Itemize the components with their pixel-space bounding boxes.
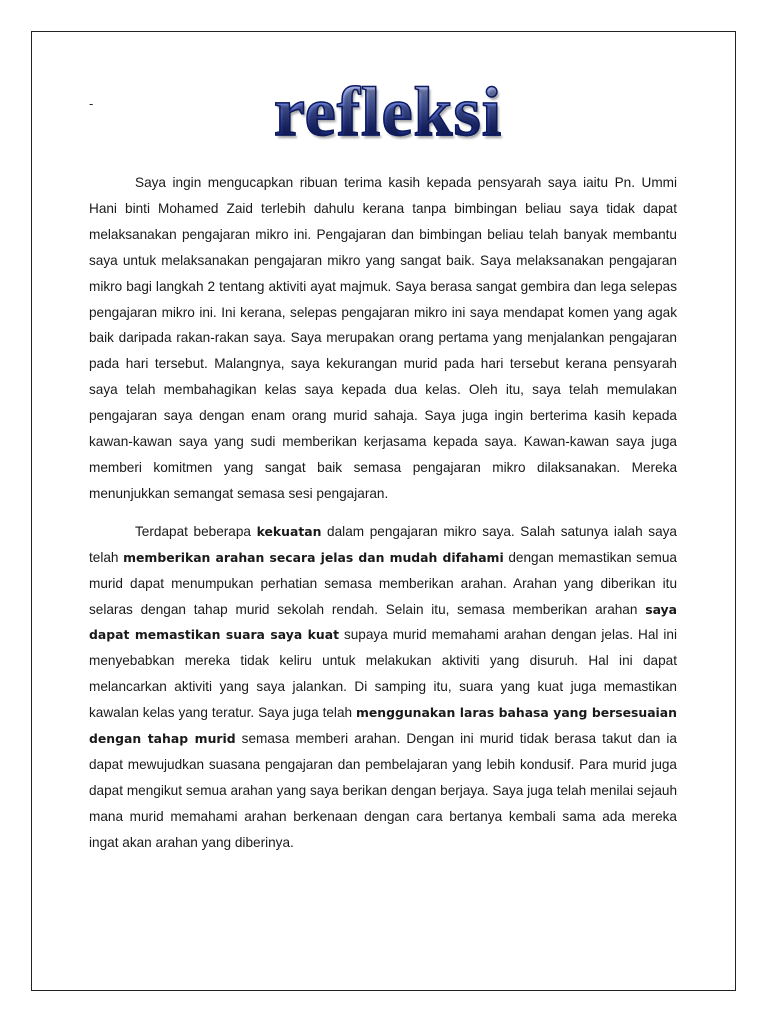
document-title: refleksi (273, 74, 503, 151)
paragraph-2-text: dalam pengajaran mikro saya. Salah satunya ialah saya telah (89, 523, 677, 565)
paragraph-2-text: dengan memastikan semua murid dapat menumpukan perhatian semasa memberikan arahan. Arahan yang diberikan itu selaras dengan tahap murid sekolah rendah. Selain itu, semasa memberikan arahan (89, 549, 677, 617)
paragraph-2 (89, 519, 677, 856)
paragraph-2-bold-laras-bahasa: menggunakan laras bahasa yang bersesuaian dengan tahap murid (89, 705, 677, 747)
paragraph-2-text: semasa memberi arahan. Dengan ini murid tidak berasa takut dan ia dapat mewujudkan suasana pengajaran dan pembelajaran yang lebih kondusif. Para murid juga dapat mengikut semua arahan yang saya berikan dengan berjaya. Saya juga telah menilai sejauh mana murid memahami arahan berkenaan dengan cara bertanya kembali sama ada mereka ingat akan arahan yang diberinya. (89, 731, 677, 850)
paragraph-2-text: Terdapat beberapa (135, 523, 257, 539)
paragraph-2-bold-kekuatan: kekuatan (256, 523, 322, 539)
paragraph-1 (89, 170, 677, 507)
stray-dash: - (89, 96, 94, 111)
paragraph-1-text: Saya ingin mengucapkan ribuan terima kasih kepada pensyarah saya iaitu Pn. Ummi Hani binti Mohamed Zaid terlebih dahulu kerana tanpa bimbingan beliau saya tidak dapat melaksanakan pengajaran mikro ini. Pengajaran dan bimbingan beliau telah banyak membantu saya untuk melaksanakan pengajaran mikro yang sangat baik. Saya melaksanakan pengajaran mikro bagi langkah 2 tentang aktiviti ayat majmuk. Saya berasa sangat gembira dan lega selepas pengajaran mikro ini. Ini kerana, selepas pengajaran mikro ini saya mendapat komen yang agak baik daripada rakan-rakan saya. Saya merupakan orang pertama yang menjalankan pengajaran pada hari tersebut. Malangnya, saya kekurangan murid pada hari tersebut kerana pensyarah saya telah membahagikan kelas saya kepada dua kelas. Oleh itu, saya telah memulakan pengajaran saya dengan enam orang murid sahaja. Saya juga ingin berterima kasih kepada kawan-kawan saya yang sudi memberikan kerjasama kepada saya. Kawan-kawan saya juga memberi komitmen yang sangat baik semasa pengajaran mikro dilaksanakan. Mereka menunjukkan semangat semasa sesi pengajaran. (89, 175, 677, 501)
paragraph-2-bold-suara-kuat: saya dapat memastikan suara saya kuat (89, 601, 677, 643)
paragraph-2-text: supaya murid memahami arahan dengan jelas. Hal ini menyebabkan mereka tidak keliru untuk melakukan aktiviti yang disuruh. Hal ini dapat melancarkan aktiviti yang saya jalankan. Di samping itu, suara yang kuat juga memastikan kawalan kelas yang teratur. Saya juga telah (89, 627, 677, 721)
paragraph-2-bold-arahan-jelas: memberikan arahan secara jelas dan mudah difahami (123, 549, 504, 565)
title-container (0, 74, 768, 151)
document-body (89, 170, 677, 856)
